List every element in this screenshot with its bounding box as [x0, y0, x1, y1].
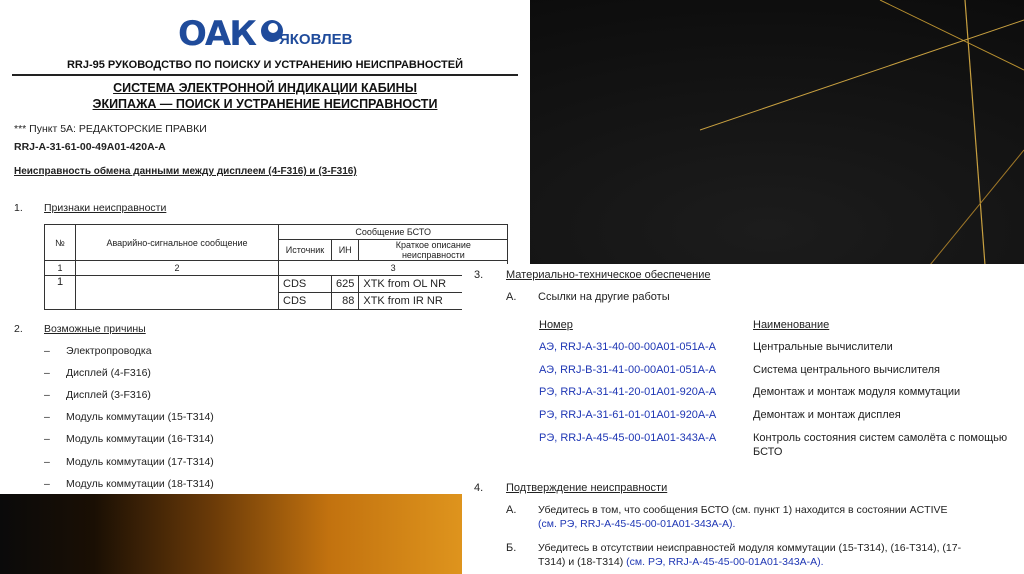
list-bullet: –: [44, 345, 50, 357]
step-b-line1: Убедитесь в отсутствии неисправностей модуля коммутации (15-T314), (16-T314), (17-: [538, 542, 962, 554]
header-divider: [12, 74, 518, 76]
table-header-desc: Краткое описание неисправности: [359, 240, 508, 261]
cause-item: Модуль коммутации (17-T314): [66, 456, 214, 468]
subsection-a-letter: А.: [506, 291, 517, 303]
section3-title: Материально-техническое обеспечение: [506, 269, 711, 281]
list-bullet: –: [44, 433, 50, 445]
fault-title: Неисправность обмена данными между дисплеем (4-F316) и (3-F316): [14, 166, 357, 177]
ref-name: Контроль состояния систем самолёта с помощью: [753, 432, 1008, 444]
list-bullet: –: [44, 389, 50, 401]
cause-item: Дисплей (4-F316): [66, 367, 151, 379]
logo-company-name: ЯКОВЛЕВ: [279, 31, 353, 48]
ref-name: Центральные вычислители: [753, 341, 893, 353]
row-number: 1: [45, 276, 76, 310]
section-title-line2: ЭКИПАЖА — ПОИСК И УСТРАНЕНИЕ НЕИСПРАВНОСТИ: [92, 97, 438, 111]
list-bullet: –: [44, 456, 50, 468]
list-bullet: –: [44, 367, 50, 379]
table-row: [45, 276, 508, 293]
document-page-left: [0, 0, 530, 494]
ref-link[interactable]: РЭ, RRJ-A-45-45-00-01A01-343A-A: [539, 432, 717, 444]
row-alarm-cell: [76, 276, 279, 310]
table-header-in: ИН: [332, 240, 359, 261]
table-index-cell: 3: [279, 261, 508, 276]
row-source: CDS: [279, 293, 332, 310]
row-in: 88: [332, 293, 359, 310]
section3-number: 3.: [474, 269, 484, 281]
refs-header-number: Номер: [539, 319, 573, 331]
cause-item: Модуль коммутации (18-T314): [66, 478, 214, 490]
table-index-cell: 1: [45, 261, 76, 276]
table-header-source: Источник: [279, 240, 332, 261]
step-a-letter: А.: [506, 504, 517, 516]
cause-item: Модуль коммутации (16-T314): [66, 433, 214, 445]
document-header: RRJ-95 РУКОВОДСТВО ПО ПОИСКУ И УСТРАНЕНИЮ НЕИСПРАВНОСТЕЙ: [66, 59, 464, 71]
section1-title: Признаки неисправности: [44, 202, 167, 214]
table-header-msg-group: Сообщение БСТО: [279, 225, 508, 240]
ref-name: Демонтаж и монтаж модуля коммутации: [753, 386, 961, 398]
step-b-line2-text: T314) и (18-T314): [538, 556, 627, 568]
section4-title: Подтверждение неисправности: [506, 482, 668, 494]
ref-link[interactable]: АЭ, RRJ-A-31-40-00-00A01-051A-A: [539, 341, 717, 353]
ref-name: Демонтаж и монтаж дисплея: [753, 409, 901, 421]
ref-link[interactable]: РЭ, RRJ-A-31-61-01-01A01-920A-A: [539, 409, 717, 421]
row-desc: XTK from OL NR: [359, 276, 508, 293]
step-b-letter: Б.: [506, 542, 517, 554]
table-index-cell: 2: [76, 261, 279, 276]
section1-number: 1.: [14, 202, 23, 214]
row-in: 625: [332, 276, 359, 293]
step-a-line1: Убедитесь в том, что сообщения БСТО (см. пункт 1) находится в состоянии ACTIVE: [538, 504, 948, 516]
logo-brand-text: ОАК: [178, 14, 256, 54]
refs-header-name: Наименование: [753, 319, 830, 331]
cause-item: Дисплей (3-F316): [66, 389, 151, 401]
document-code: RRJ-A-31-61-00-49A01-420A-A: [14, 141, 166, 153]
ref-link[interactable]: АЭ, RRJ-B-31-41-00-00A01-051A-A: [539, 364, 717, 376]
table-header-alarm: Аварийно-сигнальное сообщение: [76, 225, 279, 261]
cause-item: Электропроводка: [66, 345, 152, 357]
ref-name-continued: БСТО: [753, 446, 783, 458]
list-bullet: –: [44, 478, 50, 490]
step-a-ref-link[interactable]: (см. РЭ, RRJ-A-45-45-00-01A01-343A-A).: [538, 518, 736, 530]
section4-number: 4.: [474, 482, 484, 494]
row-source: CDS: [279, 276, 332, 293]
section-title-line1: СИСТЕМА ЭЛЕКТРОННОЙ ИНДИКАЦИИ КАБИНЫ: [113, 81, 417, 95]
ref-link[interactable]: РЭ, RRJ-A-31-41-20-01A01-920A-A: [539, 386, 717, 398]
subsection-a-title: Ссылки на другие работы: [538, 291, 670, 303]
cause-item: Модуль коммутации (15-T314): [66, 411, 214, 423]
step-b-ref-link[interactable]: (см. РЭ, RRJ-A-45-45-00-01A01-343A-A).: [626, 556, 824, 568]
step-b-line2: [538, 556, 824, 568]
section2-title: Возможные причины: [44, 323, 146, 335]
ref-name: Система центрального вычислителя: [753, 364, 941, 376]
table-header-num: №: [45, 225, 76, 261]
row-desc: XTK from IR NR: [359, 293, 508, 310]
symptoms-table: [44, 224, 508, 310]
document-page-right: [462, 264, 1024, 574]
edit-note: *** Пункт 5А: РЕДАКТОРСКИЕ ПРАВКИ: [14, 123, 207, 135]
list-bullet: –: [44, 411, 50, 423]
section2-number: 2.: [14, 323, 23, 335]
oak-yakovlev-logo: [178, 14, 368, 54]
